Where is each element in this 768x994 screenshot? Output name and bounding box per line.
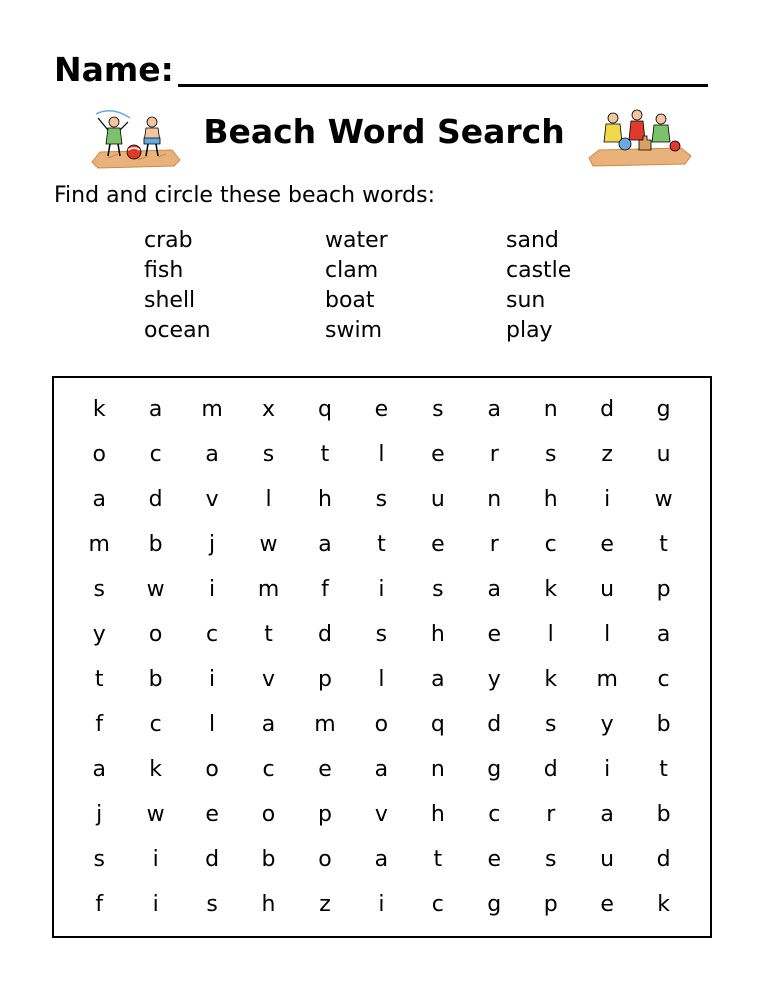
grid-cell[interactable]: a [92,486,106,512]
grid-cell[interactable]: i [209,576,216,602]
grid-cell[interactable]: i [152,846,159,872]
grid-cell[interactable]: f [321,576,329,602]
grid-cell[interactable]: m [257,576,280,602]
grid-cell[interactable]: e [318,756,332,782]
grid-cell[interactable]: z [319,891,331,917]
grid-cell[interactable]: b [656,801,671,827]
grid-cell[interactable]: a [374,756,389,782]
grid-cell[interactable]: a [487,396,502,422]
grid-cell[interactable]: t [94,666,104,692]
grid-cell[interactable]: a [261,711,276,737]
grid-cell[interactable]: l [265,486,272,512]
grid-cell[interactable]: d [600,396,615,422]
grid-cell[interactable]: s [544,846,557,872]
grid-cell[interactable]: a [431,666,445,692]
grid-cell[interactable]: u [430,486,445,512]
grid-cell[interactable]: a [600,801,614,827]
grid-cell[interactable]: h [317,486,332,512]
grid-cell[interactable]: i [152,891,159,917]
grid-cell[interactable]: k [544,666,558,692]
grid-cell[interactable]: t [659,531,668,557]
name-label: Name: [54,50,174,89]
grid-cell[interactable]: d [543,756,558,782]
word-item: fish [144,258,184,283]
grid-cell[interactable]: j [96,801,103,827]
grid-cell[interactable]: v [205,486,219,512]
grid-cell[interactable]: a [205,441,219,467]
grid-cell[interactable]: m [88,531,110,557]
grid-cell[interactable]: t [659,756,668,782]
grid-cell[interactable]: o [92,441,106,467]
grid-cell[interactable]: s [93,576,105,602]
grid-cell[interactable]: p [317,666,332,692]
grid-cell[interactable]: k [149,756,163,782]
word-item: sand [506,228,559,253]
grid-cell[interactable]: s [544,711,557,737]
grid-cell[interactable]: o [318,846,332,872]
grid-cell[interactable]: a [92,756,106,782]
grid-cell[interactable]: u [600,846,615,872]
grid-cell[interactable]: e [205,801,219,827]
grid-cell[interactable]: m [201,396,223,422]
grid-cell[interactable]: t [433,846,443,872]
word-item: ocean [144,318,211,343]
grid-cell[interactable]: e [600,891,614,917]
grid-cell[interactable]: q [317,396,332,422]
grid-cell[interactable]: y [600,711,614,737]
grid-cell[interactable]: s [262,441,275,467]
grid-cell[interactable]: g [487,756,502,782]
grid-cell[interactable]: u [600,576,615,602]
instructions: Find and circle these beach words: [54,183,436,208]
grid-cell[interactable]: t [377,531,386,557]
grid-cell[interactable]: o [261,801,276,827]
grid-cell[interactable]: l [378,666,385,692]
grid-cell[interactable]: b [148,531,163,557]
grid-cell[interactable]: c [149,441,162,467]
grid-cell[interactable]: a [318,531,332,557]
grid-cell[interactable]: a [656,621,671,647]
grid-cell[interactable]: h [543,486,558,512]
grid-cell[interactable]: l [604,621,611,647]
grid-cell[interactable]: o [374,711,389,737]
grid-cell[interactable]: i [378,891,385,917]
grid-cell[interactable]: c [544,531,557,557]
page-title: Beach Word Search [203,112,565,151]
grid-cell[interactable]: s [375,621,388,647]
grid-cell[interactable]: k [92,396,106,422]
grid-cell[interactable]: i [604,486,611,512]
grid-cell[interactable]: n [430,756,445,782]
grid-cell[interactable]: e [600,531,614,557]
grid-cell[interactable]: c [431,891,444,917]
grid-cell[interactable]: r [489,441,499,467]
grid-cell[interactable]: u [656,441,671,467]
grid-cell[interactable]: p [317,801,332,827]
grid-cell[interactable]: e [431,531,445,557]
grid-cell[interactable]: f [95,891,104,917]
kids-building-sandcastle-clipart [585,106,695,168]
grid-cell[interactable]: n [487,486,502,512]
grid-cell[interactable]: l [209,711,216,737]
grid-cell[interactable]: s [432,396,444,422]
grid-cell[interactable]: s [375,486,388,512]
grid-cell[interactable]: k [544,576,558,602]
grid-cell[interactable]: k [657,891,670,917]
grid-cell[interactable]: c [149,711,162,737]
grid-cell[interactable]: c [206,621,219,647]
grid-cell[interactable]: d [148,486,163,512]
word-item: castle [506,258,572,283]
grid-cell[interactable]: m [596,666,618,692]
grid-cell[interactable]: l [378,441,385,467]
letter-grid [71,387,692,927]
grid-cell[interactable]: o [205,756,219,782]
grid-cell[interactable]: y [92,621,106,647]
grid-cell[interactable]: s [93,846,105,872]
grid-cell[interactable]: s [432,576,444,602]
grid-cell[interactable]: p [656,576,671,602]
grid-cell[interactable]: w [654,486,673,512]
word-item: swim [325,318,382,343]
grid-cell[interactable]: l [547,621,554,647]
grid-cell[interactable]: f [95,711,104,737]
grid-cell[interactable]: e [374,396,389,422]
grid-cell[interactable]: s [544,441,557,467]
grid-cell[interactable]: y [487,666,501,692]
grid-cell[interactable]: b [148,666,163,692]
word-list [144,226,704,350]
grid-cell[interactable]: v [262,666,276,692]
grid-cell[interactable]: x [262,396,276,422]
grid-cell[interactable]: d [317,621,332,647]
word-item: sun [506,288,546,313]
grid-cell[interactable]: g [487,891,502,917]
grid-cell[interactable]: e [487,846,502,872]
grid-cell[interactable]: o [148,621,163,647]
grid-cell[interactable]: d [487,711,502,737]
word-item: boat [325,288,375,313]
grid-cell[interactable]: m [314,711,336,737]
grid-cell[interactable]: d [205,846,220,872]
grid-cell[interactable]: i [209,666,216,692]
grid-cell[interactable]: i [378,576,385,602]
grid-cell[interactable]: a [487,576,502,602]
grid-cell[interactable]: j [209,531,216,557]
grid-cell[interactable]: c [657,666,670,692]
grid-cell[interactable]: e [487,621,502,647]
grid-cell[interactable]: a [148,396,163,422]
grid-cell[interactable]: t [264,621,273,647]
grid-cell[interactable]: r [546,801,556,827]
grid-cell[interactable]: c [262,756,275,782]
grid-cell[interactable]: e [431,441,445,467]
word-item: crab [144,228,193,253]
grid-cell[interactable]: z [601,441,613,467]
grid-cell[interactable]: v [374,801,388,827]
grid-cell[interactable]: r [489,531,499,557]
grid-cell[interactable]: b [656,711,671,737]
grid-cell[interactable]: h [430,801,445,827]
grid-cell[interactable]: h [261,891,276,917]
name-line [178,84,708,87]
grid-cell[interactable]: s [206,891,218,917]
grid-cell[interactable]: g [656,396,671,422]
grid-cell[interactable]: p [543,891,558,917]
grid-cell[interactable]: t [320,441,330,467]
grid-cell[interactable]: b [261,846,276,872]
grid-cell[interactable]: q [430,711,445,737]
word-item: water [325,228,388,253]
grid-cell[interactable]: w [146,576,165,602]
grid-cell[interactable]: w [146,801,165,827]
grid-cell[interactable]: n [543,396,558,422]
grid-cell[interactable]: w [259,531,278,557]
grid-cell[interactable]: d [656,846,671,872]
grid-cell[interactable]: h [430,621,445,647]
grid-cell[interactable]: a [374,846,389,872]
word-item: shell [144,288,196,313]
grid-cell[interactable]: i [604,756,611,782]
word-item: play [506,318,553,343]
grid-cell[interactable]: c [488,801,501,827]
word-item: clam [325,258,379,283]
